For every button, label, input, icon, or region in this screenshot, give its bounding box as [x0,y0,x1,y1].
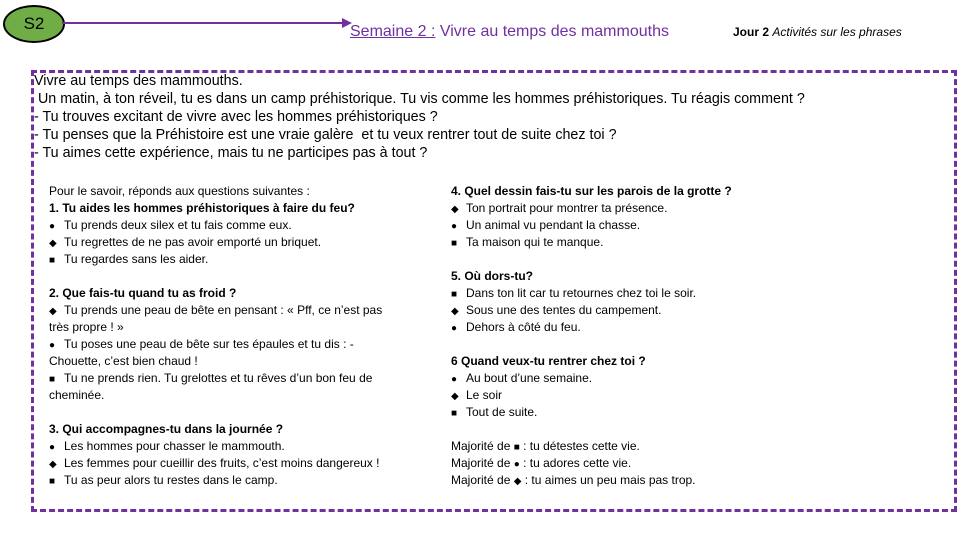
answer-option-cont: Chouette, c’est bien chaud ! [49,354,198,368]
answer-option: ◆ Ton portrait pour montrer ta présence. [451,200,732,217]
diamond-icon: ◆ [49,306,57,317]
week-label: Semaine 2 : [350,23,436,40]
arrow-connector [62,17,352,29]
square-icon: ■ [49,255,56,266]
question-2: 2. Que fais-tu quand tu as froid ? [49,286,237,300]
answer-option-cont: cheminée. [49,388,105,402]
answer-option: ■ Dans ton lit car tu retournes chez toi le soir. [451,285,732,302]
square-icon: ■ [49,374,56,385]
week-title: Vivre au temps des mammouths [439,23,669,40]
intro-line: - Tu aimes cette expérience, mais tu ne participes pas à tout ? [34,145,428,161]
day-label: Jour 2 [733,25,770,39]
square-icon: ■ [513,442,520,453]
intro-line: Un matin, à ton réveil, tu es dans un camp préhistorique. Tu vis comme les hommes préhistoriques. Tu réagis comment ? [34,91,805,107]
diamond-icon: ◆ [513,476,522,487]
answer-option: ● Tu poses une peau de bête sur tes épaules et tu dis : - [49,336,382,353]
square-icon: ■ [451,238,458,249]
answer-option: ◆ Les femmes pour cueillir des fruits, c’est moins dangereux ! [49,455,382,472]
square-icon: ■ [451,289,458,300]
answer-option: ◆ Tu regrettes de ne pas avoir emporté un briquet. [49,234,382,251]
diamond-icon: ◆ [451,204,459,215]
answer-option: ■ Tout de suite. [451,404,732,421]
answer-option: ■ Tu ne prends rien. Tu grelottes et tu rêves d’un bon feu de [49,370,382,387]
answer-option: ◆ Tu prends une peau de bête en pensant : « Pff, ce n’est pas [49,302,382,319]
prompt: Pour le savoir, réponds aux questions suivantes : [49,184,310,198]
diamond-icon: ◆ [451,391,459,402]
intro [34,72,805,162]
week-badge [3,5,65,43]
square-icon: ■ [451,408,458,419]
question-4: 4. Quel dessin fais-tu sur les parois de la grotte ? [451,184,732,198]
intro-line: - Tu penses que la Préhistoire est une vraie galère et tu veux rentrer tout de suite chez toi ? [34,127,617,143]
result-line: Majorité de ◆ : tu aimes un peu mais pas trop. [451,473,696,487]
intro-title: Vivre au temps des mammouths. [34,73,243,89]
question-3: 3. Qui accompagnes-tu dans la journée ? [49,422,284,436]
answer-option: ■ Ta maison qui te manque. [451,234,732,251]
intro-line: - Tu trouves excitant de vivre avec les hommes préhistoriques ? [34,109,438,125]
result-line: Majorité de ■ : tu détestes cette vie. [451,439,640,453]
answer-option-cont: très propre ! » [49,320,124,334]
answer-option: ● Tu prends deux silex et tu fais comme eux. [49,217,382,234]
answer-option: ■ Tu as peur alors tu restes dans le camp. [49,472,382,489]
day-activity [733,25,902,39]
diamond-icon: ◆ [49,459,57,470]
answer-option: ● Au bout d’une semaine. [451,370,732,387]
answer-option: ● Les hommes pour chasser le mammouth. [49,438,382,455]
result-line: Majorité de ● : tu adores cette vie. [451,456,632,470]
left-column [49,183,382,489]
circle-icon: ● [49,221,56,232]
answer-option: ● Dehors à côté du feu. [451,319,732,336]
circle-icon: ● [451,221,458,232]
diamond-icon: ◆ [451,306,459,317]
question-5: 5. Où dors-tu? [451,269,533,283]
answer-option: ◆ Le soir [451,387,732,404]
circle-icon: ● [49,442,56,453]
question-6: 6 Quand veux-tu rentrer chez toi ? [451,354,646,368]
answer-option: ● Un animal vu pendant la chasse. [451,217,732,234]
circle-icon: ● [451,323,458,334]
answer-option: ◆ Sous une des tentes du campement. [451,302,732,319]
square-icon: ■ [49,476,56,487]
week-badge-label: S2 [23,14,45,33]
activity-label: Activités sur les phrases [772,25,902,39]
circle-icon: ● [513,459,520,470]
right-column [451,183,732,489]
diamond-icon: ◆ [49,238,57,249]
circle-icon: ● [451,374,458,385]
circle-icon: ● [49,340,56,351]
page-title [350,23,669,41]
question-1: 1. Tu aides les hommes préhistoriques à faire du feu? [49,201,355,215]
answer-option: ■ Tu regardes sans les aider. [49,251,382,268]
